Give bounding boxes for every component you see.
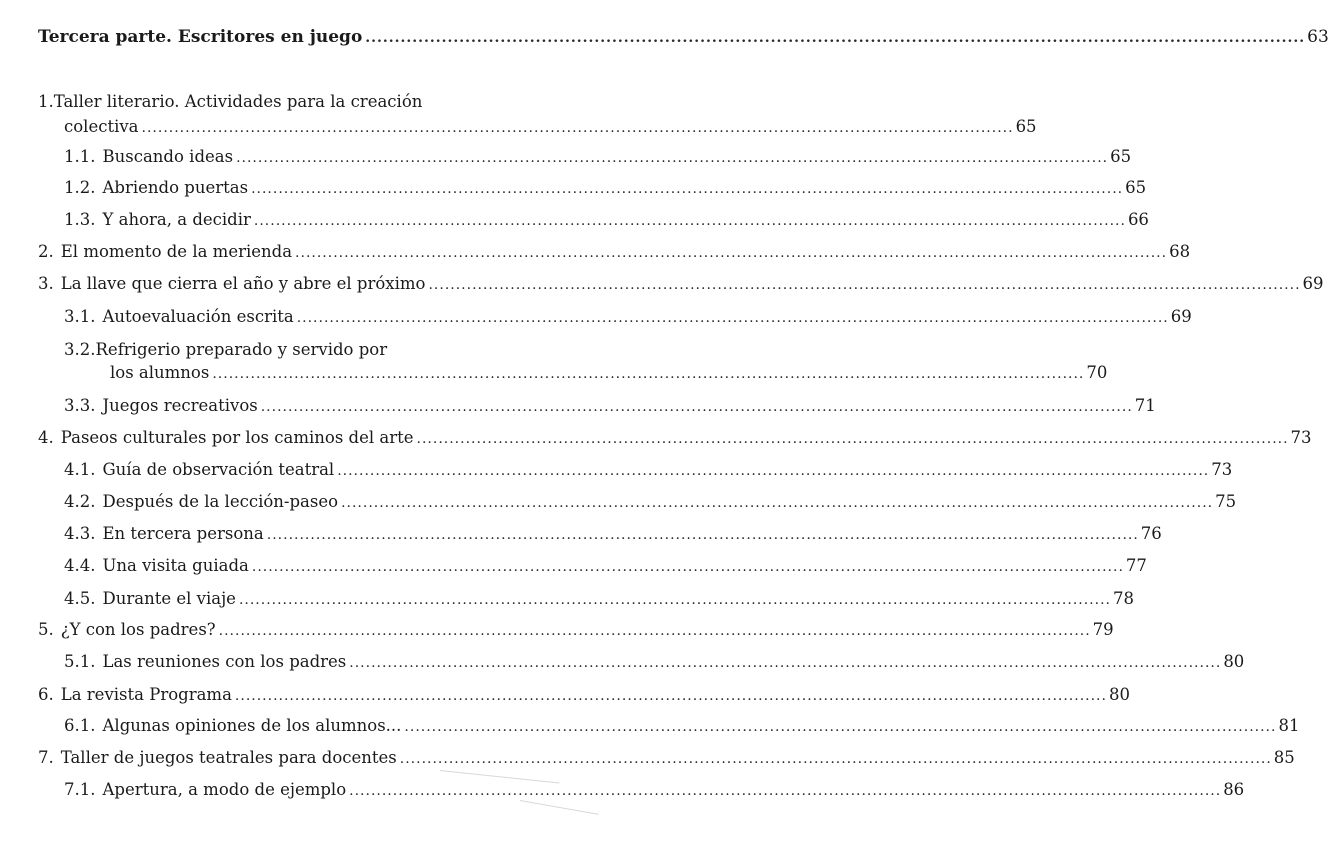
entry-number: 4.3. bbox=[64, 524, 96, 543]
toc-entry-first-line bbox=[38, 92, 422, 112]
toc-subentry bbox=[64, 652, 1245, 673]
entry-number: 4. bbox=[38, 428, 54, 447]
entry-title: Y ahora, a decidir bbox=[102, 210, 251, 229]
entry-title: Paseos culturales por los caminos del arte bbox=[60, 428, 414, 447]
dot-leader: ................................................................................................................................................................ bbox=[349, 783, 1222, 799]
entry-number: 5.1. bbox=[64, 652, 96, 671]
toc-subentry bbox=[64, 210, 1149, 231]
entry-number: 1.1. bbox=[64, 147, 96, 166]
part-heading bbox=[38, 27, 1329, 48]
entry-number: 2. bbox=[38, 242, 54, 261]
entry-title: Algunas opiniones de los alumnos... bbox=[102, 716, 402, 735]
toc-subentry bbox=[64, 460, 1233, 481]
toc-subentry bbox=[64, 147, 1132, 168]
dot-leader: ................................................................................................................................................................ bbox=[428, 277, 1301, 293]
toc-subentry bbox=[64, 524, 1162, 545]
entry-title: ¿Y con los padres? bbox=[60, 620, 216, 639]
scan-mark bbox=[520, 800, 599, 815]
toc-subentry bbox=[110, 363, 1108, 384]
toc-entry bbox=[64, 117, 1037, 138]
dot-leader: ................................................................................................................................................................ bbox=[260, 399, 1133, 415]
toc-entry bbox=[38, 748, 1295, 769]
entry-number: 3.2. bbox=[64, 340, 96, 359]
entry-number: 5. bbox=[38, 620, 54, 639]
entry-title: El momento de la merienda bbox=[60, 242, 293, 261]
entry-page-number: 81 bbox=[1278, 716, 1300, 735]
entry-number: 4.2. bbox=[64, 492, 96, 511]
dot-leader: ................................................................................................................................................................ bbox=[234, 688, 1107, 704]
entry-title: Durante el viaje bbox=[102, 589, 236, 608]
entry-number: 1.3. bbox=[64, 210, 96, 229]
entry-page-number: 70 bbox=[1086, 363, 1108, 382]
entry-title: Abriendo puertas bbox=[102, 178, 249, 197]
toc-subentry bbox=[64, 556, 1147, 577]
entry-title: La llave que cierra el año y abre el próximo bbox=[60, 274, 426, 293]
entry-title: La revista Programa bbox=[60, 685, 232, 704]
toc-entry bbox=[38, 274, 1324, 295]
part-page-number: 63 bbox=[1307, 27, 1329, 47]
dot-leader: ................................................................................................................................................................ bbox=[365, 30, 1306, 46]
entry-number: 4.1. bbox=[64, 460, 96, 479]
entry-title: Después de la lección-paseo bbox=[102, 492, 339, 511]
dot-leader: ................................................................................................................................................................ bbox=[399, 751, 1272, 767]
dot-leader: ................................................................................................................................................................ bbox=[251, 559, 1124, 575]
entry-number: 3.1. bbox=[64, 307, 96, 326]
entry-page-number: 79 bbox=[1092, 620, 1114, 639]
entry-number: 3. bbox=[38, 274, 54, 293]
entry-page-number: 73 bbox=[1290, 428, 1312, 447]
entry-number: 4.4. bbox=[64, 556, 96, 575]
entry-title: Autoevaluación escrita bbox=[102, 307, 294, 326]
entry-title: Guía de observación teatral bbox=[102, 460, 335, 479]
entry-number: 4.5. bbox=[64, 589, 96, 608]
toc-entry bbox=[38, 620, 1114, 641]
toc-subentry bbox=[64, 492, 1237, 513]
entry-number: 7. bbox=[38, 748, 54, 767]
entry-page-number: 65 bbox=[1125, 178, 1147, 197]
dot-leader: ................................................................................................................................................................ bbox=[141, 120, 1014, 136]
toc-entry bbox=[38, 242, 1191, 263]
toc-subentry bbox=[64, 589, 1134, 610]
toc-subentry-first-line bbox=[64, 340, 387, 360]
entry-number: 1. bbox=[38, 92, 54, 111]
dot-leader: ................................................................................................................................................................ bbox=[251, 181, 1124, 197]
entry-title: En tercera persona bbox=[102, 524, 264, 543]
entry-title: Apertura, a modo de ejemplo bbox=[102, 780, 347, 799]
dot-leader: ................................................................................................................................................................ bbox=[404, 719, 1277, 735]
entry-page-number: 80 bbox=[1108, 685, 1130, 704]
entry-page-number: 69 bbox=[1170, 307, 1192, 326]
toc-subentry bbox=[64, 178, 1147, 199]
entry-title: Taller literario. Actividades para la creación bbox=[53, 92, 423, 111]
entry-page-number: 65 bbox=[1110, 147, 1132, 166]
entry-number: 6. bbox=[38, 685, 54, 704]
dot-leader: ................................................................................................................................................................ bbox=[253, 213, 1126, 229]
dot-leader: ................................................................................................................................................................ bbox=[349, 655, 1222, 671]
entry-page-number: 86 bbox=[1223, 780, 1245, 799]
entry-page-number: 78 bbox=[1112, 589, 1134, 608]
dot-leader: ................................................................................................................................................................ bbox=[416, 431, 1289, 447]
toc-subentry bbox=[64, 716, 1300, 737]
entry-page-number: 85 bbox=[1273, 748, 1295, 767]
toc-subentry bbox=[64, 307, 1192, 328]
entry-title-continuation: los alumnos bbox=[110, 363, 210, 382]
dot-leader: ................................................................................................................................................................ bbox=[341, 495, 1214, 511]
dot-leader: ................................................................................................................................................................ bbox=[295, 245, 1168, 261]
entry-title-continuation: colectiva bbox=[64, 117, 139, 136]
entry-number: 3.3. bbox=[64, 396, 96, 415]
dot-leader: ................................................................................................................................................................ bbox=[236, 150, 1109, 166]
toc-entry bbox=[38, 428, 1312, 449]
entry-page-number: 69 bbox=[1302, 274, 1324, 293]
dot-leader: ................................................................................................................................................................ bbox=[266, 527, 1139, 543]
dot-leader: ................................................................................................................................................................ bbox=[212, 366, 1085, 382]
toc-entry bbox=[38, 685, 1130, 706]
entry-page-number: 77 bbox=[1125, 556, 1147, 575]
entry-number: 1.2. bbox=[64, 178, 96, 197]
entry-title: Las reuniones con los padres bbox=[102, 652, 347, 671]
entry-page-number: 80 bbox=[1223, 652, 1245, 671]
dot-leader: ................................................................................................................................................................ bbox=[218, 623, 1091, 639]
part-title: Tercera parte. Escritores en juego bbox=[38, 27, 363, 47]
entry-page-number: 76 bbox=[1140, 524, 1162, 543]
entry-title: Una visita guiada bbox=[102, 556, 249, 575]
toc-subentry bbox=[64, 780, 1245, 801]
dot-leader: ................................................................................................................................................................ bbox=[238, 592, 1111, 608]
entry-title: Taller de juegos teatrales para docentes bbox=[60, 748, 397, 767]
entry-page-number: 71 bbox=[1134, 396, 1156, 415]
entry-title: Buscando ideas bbox=[102, 147, 234, 166]
entry-page-number: 68 bbox=[1169, 242, 1191, 261]
entry-number: 7.1. bbox=[64, 780, 96, 799]
toc-subentry bbox=[64, 396, 1156, 417]
entry-number: 6.1. bbox=[64, 716, 96, 735]
entry-page-number: 66 bbox=[1127, 210, 1149, 229]
entry-page-number: 73 bbox=[1211, 460, 1233, 479]
entry-page-number: 75 bbox=[1215, 492, 1237, 511]
dot-leader: ................................................................................................................................................................ bbox=[296, 310, 1169, 326]
entry-title: Refrigerio preparado y servido por bbox=[95, 340, 388, 359]
entry-page-number: 65 bbox=[1015, 117, 1037, 136]
entry-title: Juegos recreativos bbox=[102, 396, 258, 415]
dot-leader: ................................................................................................................................................................ bbox=[337, 463, 1210, 479]
